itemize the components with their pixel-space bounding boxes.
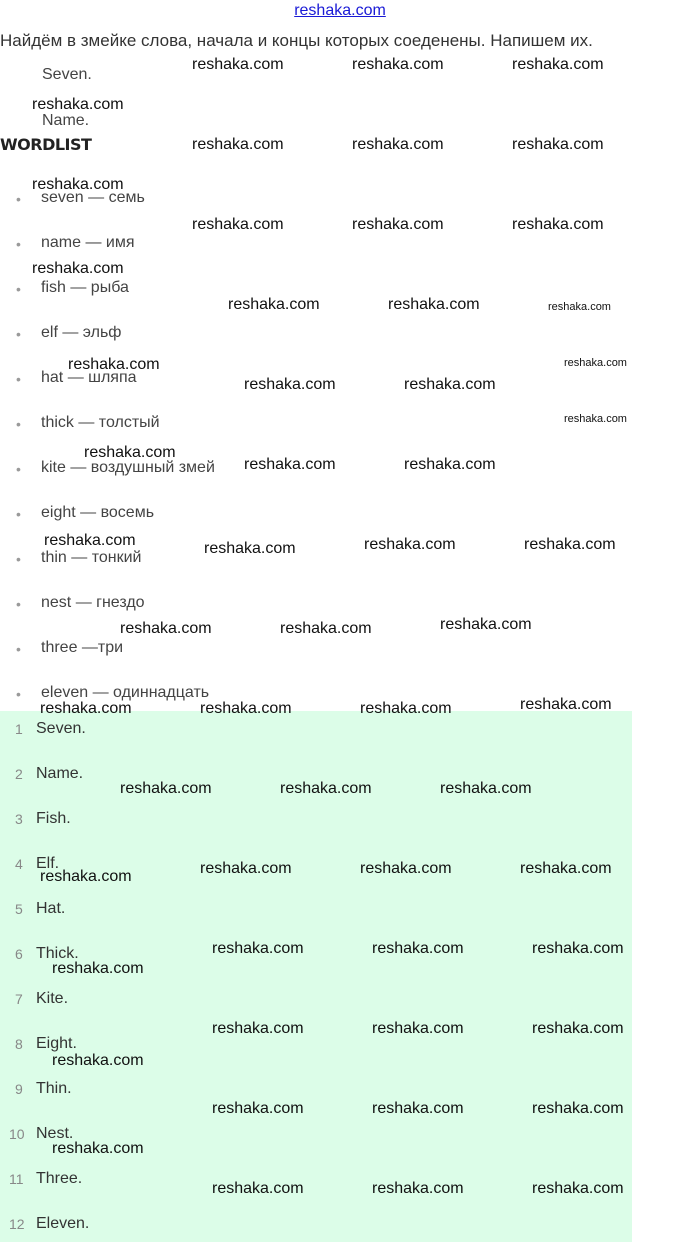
watermark-text: reshaka.com [228,296,320,313]
watermark-text: reshaka.com [440,780,532,797]
bullet-icon: • [16,326,21,342]
bullet-icon: • [16,416,21,432]
watermark-text: reshaka.com [212,1100,304,1117]
example-word-name: Name. [42,112,90,129]
wordlist-item: seven — семь [41,189,145,206]
answer-text: Nest. [36,1125,74,1142]
bullet-icon: • [16,191,21,207]
watermark-text: reshaka.com [52,960,144,977]
answer-text: Name. [36,765,84,782]
watermark-text: reshaka.com [404,456,496,473]
watermark-text: reshaka.com [280,780,372,797]
watermark-text: reshaka.com [372,1100,464,1117]
watermark-text: reshaka.com [192,56,284,73]
watermark-text: reshaka.com [564,357,627,369]
watermark-text: reshaka.com [372,1180,464,1197]
answer-number: 12 [9,1216,25,1232]
watermark-text: reshaka.com [32,176,124,193]
watermark-text: reshaka.com [364,536,456,553]
wordlist-item: name — имя [41,234,135,251]
watermark-text: reshaka.com [204,540,296,557]
watermark-text: reshaka.com [404,376,496,393]
watermark-text: reshaka.com [32,260,124,277]
wordlist-item: thick — толстый [41,414,160,431]
answer-text: Elf. [36,855,60,872]
wordlist-item: eleven — одиннадцать [41,684,210,701]
watermark-text: reshaka.com [44,532,136,549]
answer-text: Thin. [36,1080,72,1097]
answer-number: 6 [15,946,23,962]
watermark-text: reshaka.com [512,56,604,73]
answer-text: Thick. [36,945,79,962]
watermark-text: reshaka.com [280,620,372,637]
bullet-icon: • [16,371,21,387]
answers-panel [0,711,632,1242]
watermark-text: reshaka.com [548,301,611,313]
answer-text: Eleven. [36,1215,90,1232]
watermark-text: reshaka.com [440,616,532,633]
watermark-text: reshaka.com [200,860,292,877]
wordlist-item: eight — восемь [41,504,155,521]
bullet-icon: • [16,236,21,252]
watermark-text: reshaka.com [84,444,176,461]
answer-text: Hat. [36,900,66,917]
watermark-text: reshaka.com [564,413,627,425]
watermark-text: reshaka.com [352,216,444,233]
example-word-seven: Seven. [42,66,92,83]
watermark-text: reshaka.com [244,376,336,393]
bullet-icon: • [16,506,21,522]
wordlist-item: nest — гнездо [41,594,145,611]
wordlist-item: three —три [41,639,124,656]
answer-text: Fish. [36,810,71,827]
answer-text: Seven. [36,720,86,737]
wordlist-item: kite — воздушный змей [41,459,215,476]
wordlist-item: fish — рыба [41,279,129,296]
watermark-text: reshaka.com [40,700,132,717]
task-instruction: Найдём в змейке слова, начала и концы которых соеденены. Напишем их. [0,31,593,50]
answer-number: 11 [9,1171,24,1187]
bullet-icon: • [16,551,21,567]
wordlist-item: elf — эльф [41,324,122,341]
answer-number: 2 [15,766,23,782]
watermark-text: reshaka.com [192,136,284,153]
watermark-text: reshaka.com [52,1052,144,1069]
bullet-icon: • [16,461,21,477]
bullet-icon: • [16,596,21,612]
watermark-text: reshaka.com [512,216,604,233]
watermark-text: reshaka.com [388,296,480,313]
watermark-text: reshaka.com [372,940,464,957]
watermark-text: reshaka.com [512,136,604,153]
watermark-text: reshaka.com [200,700,292,717]
watermark-text: reshaka.com [120,780,212,797]
watermark-text: reshaka.com [520,860,612,877]
watermark-text: reshaka.com [212,1180,304,1197]
answer-number: 9 [15,1081,23,1097]
watermark-text: reshaka.com [532,1100,624,1117]
watermark-text: reshaka.com [532,1020,624,1037]
watermark-text: reshaka.com [244,456,336,473]
watermark-text: reshaka.com [520,696,612,713]
watermark-text: reshaka.com [120,620,212,637]
bullet-icon: • [16,641,21,657]
watermark-text: reshaka.com [524,536,616,553]
bullet-icon: • [16,281,21,297]
wordlist-heading: WORDLIST [0,135,92,154]
answer-number: 8 [15,1036,23,1052]
answer-text: Kite. [36,990,69,1007]
watermark-text: reshaka.com [32,96,124,113]
watermark-text: reshaka.com [352,136,444,153]
site-link[interactable]: reshaka.com [294,2,386,19]
answer-number: 10 [9,1126,25,1142]
answer-number: 3 [15,811,23,827]
watermark-text: reshaka.com [532,940,624,957]
answer-number: 1 [15,721,23,737]
watermark-text: reshaka.com [372,1020,464,1037]
watermark-text: reshaka.com [532,1180,624,1197]
answer-number: 4 [15,856,23,872]
bullet-icon: • [16,686,21,702]
watermark-text: reshaka.com [360,860,452,877]
watermark-text: reshaka.com [68,356,160,373]
watermark-text: reshaka.com [212,940,304,957]
watermark-text: reshaka.com [360,700,452,717]
watermark-text: reshaka.com [212,1020,304,1037]
answer-number: 5 [15,901,23,917]
watermark-text: reshaka.com [40,868,132,885]
answer-number: 7 [15,991,23,1007]
answer-text: Three. [36,1170,83,1187]
wordlist-item: hat — шляпа [41,369,137,386]
wordlist-item: thin — тонкий [41,549,142,566]
watermark-text: reshaka.com [192,216,284,233]
watermark-text: reshaka.com [352,56,444,73]
answer-text: Eight. [36,1035,77,1052]
watermark-text: reshaka.com [52,1140,144,1157]
